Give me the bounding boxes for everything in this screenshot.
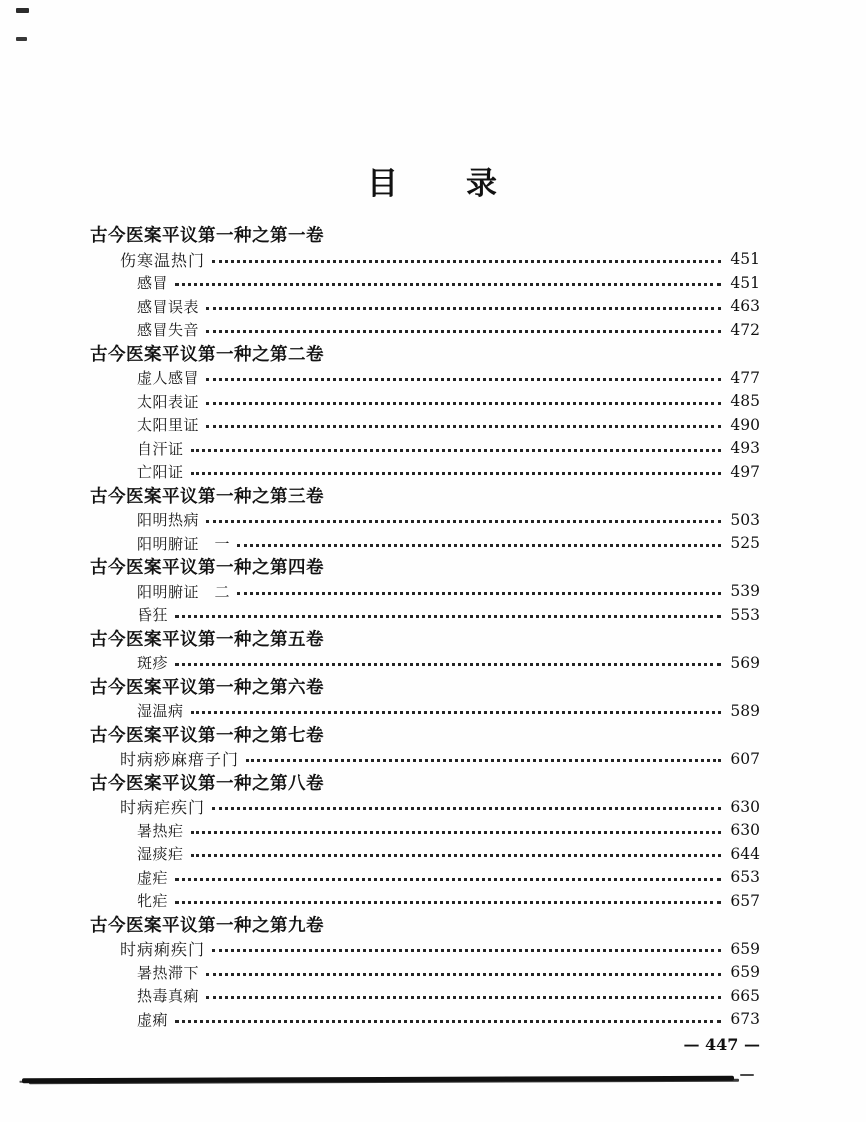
toc-entry-page-number: 503 bbox=[730, 510, 760, 529]
toc-entry bbox=[90, 795, 760, 819]
dot-leader bbox=[237, 592, 721, 595]
dot-leader bbox=[212, 260, 721, 263]
toc-entry-page-number: 490 bbox=[730, 415, 760, 434]
toc-section-heading: 古今医案平议第一种之第五卷 bbox=[90, 628, 324, 649]
toc-entry-label: 感冒 bbox=[137, 275, 169, 293]
toc-entry-page-number: 659 bbox=[730, 963, 760, 982]
toc-entry bbox=[90, 460, 760, 484]
toc-entry-label: 时病痧麻瘄子门 bbox=[120, 752, 240, 770]
table-of-contents bbox=[90, 223, 760, 1031]
toc-entry-page-number: 630 bbox=[730, 797, 760, 816]
dot-leader bbox=[175, 1020, 721, 1023]
toc-entry-page-number: 525 bbox=[730, 534, 760, 553]
toc-entry bbox=[90, 413, 760, 437]
toc-entry bbox=[90, 961, 760, 985]
toc-entry-label: 虚人感冒 bbox=[137, 370, 200, 388]
toc-entry-page-number: 657 bbox=[730, 891, 760, 910]
toc-entry-label: 自汗证 bbox=[137, 440, 184, 458]
toc-entry bbox=[90, 248, 760, 272]
toc-entry bbox=[90, 532, 760, 556]
toc-entry-page-number: 673 bbox=[730, 1010, 760, 1029]
toc-section-heading: 古今医案平议第一种之第二卷 bbox=[90, 343, 324, 364]
toc-entry-page-number: 472 bbox=[730, 320, 760, 339]
dot-leader bbox=[212, 949, 721, 952]
toc-entry-page-number: 659 bbox=[730, 939, 760, 958]
toc-section-heading: 古今医案平议第一种之第八卷 bbox=[90, 772, 324, 793]
toc-entry-label: 时病疟疾门 bbox=[120, 800, 206, 818]
dot-leader bbox=[175, 878, 721, 881]
toc-section-heading: 古今医案平议第一种之第六卷 bbox=[90, 676, 324, 697]
dot-leader bbox=[206, 402, 721, 405]
dot-leader bbox=[175, 283, 721, 286]
toc-section-heading: 古今医案平议第一种之第四卷 bbox=[90, 557, 324, 577]
dot-leader bbox=[191, 711, 721, 714]
toc-entry-page-number: 569 bbox=[730, 653, 760, 672]
dot-leader bbox=[212, 807, 721, 810]
dot-leader bbox=[191, 854, 721, 857]
dot-leader bbox=[246, 759, 721, 762]
scan-artifact-fleck bbox=[740, 1074, 754, 1076]
toc-entry-label: 时病痢疾门 bbox=[120, 942, 206, 960]
toc-section-heading: 古今医案平议第一种之第三卷 bbox=[90, 485, 324, 506]
toc-entry-label: 伤寒温热门 bbox=[120, 252, 206, 270]
toc-section-heading: 古今医案平议第一种之第九卷 bbox=[90, 914, 324, 935]
toc-entry-label: 感冒失音 bbox=[137, 322, 200, 340]
toc-entry bbox=[90, 699, 760, 723]
toc-entry-label: 热毒真痢 bbox=[137, 988, 200, 1006]
toc-entry-page-number: 485 bbox=[730, 392, 760, 411]
toc-section-heading: 古今医案平议第一种之第一卷 bbox=[90, 225, 324, 245]
toc-entry bbox=[90, 603, 760, 627]
toc-entry-page-number: 653 bbox=[730, 868, 760, 887]
toc-entry-page-number: 665 bbox=[730, 986, 760, 1005]
toc-entry bbox=[90, 295, 760, 319]
toc-entry-page-number: 497 bbox=[730, 462, 760, 481]
toc-entry-label: 湿痰疟 bbox=[137, 846, 184, 864]
toc-entry bbox=[90, 1008, 760, 1032]
toc-entry-page-number: 607 bbox=[730, 749, 760, 768]
toc-entry bbox=[90, 984, 760, 1008]
toc-entry bbox=[90, 390, 760, 414]
scan-artifact-corner-mark bbox=[16, 8, 29, 13]
toc-entry-page-number: 539 bbox=[730, 582, 760, 601]
toc-entry-page-number: 451 bbox=[730, 273, 760, 292]
dot-leader bbox=[206, 378, 721, 381]
toc-entry bbox=[90, 747, 760, 771]
dot-leader bbox=[206, 520, 721, 523]
toc-entry-label: 阳明腑证 一 bbox=[137, 535, 231, 553]
dot-leader bbox=[206, 425, 721, 428]
toc-entry-label: 虚痢 bbox=[137, 1011, 169, 1029]
dot-leader bbox=[206, 330, 721, 333]
dot-leader bbox=[191, 449, 721, 452]
dot-leader bbox=[175, 615, 721, 618]
toc-entry bbox=[90, 366, 760, 390]
toc-entry bbox=[90, 889, 760, 913]
toc-entry bbox=[90, 937, 760, 961]
toc-entry bbox=[90, 318, 760, 342]
toc-entry-page-number: 553 bbox=[730, 605, 760, 624]
toc-entry-label: 太阳里证 bbox=[137, 417, 200, 435]
toc-entry-page-number: 630 bbox=[730, 821, 760, 840]
dot-leader bbox=[175, 663, 721, 666]
dot-leader bbox=[175, 901, 721, 904]
toc-entry-label: 暑热疟 bbox=[137, 822, 184, 840]
toc-entry-label: 牝疟 bbox=[137, 893, 169, 911]
dot-leader bbox=[206, 996, 721, 999]
scan-artifact-corner-mark bbox=[16, 37, 27, 41]
toc-section-heading: 古今医案平议第一种之第七卷 bbox=[90, 724, 324, 745]
toc-entry-page-number: 463 bbox=[730, 297, 760, 316]
toc-entry-label: 阳明热病 bbox=[137, 512, 200, 530]
dot-leader bbox=[206, 973, 721, 976]
toc-entry bbox=[90, 651, 760, 675]
toc-entry-label: 亡阳证 bbox=[137, 464, 184, 482]
toc-entry bbox=[90, 842, 760, 866]
toc-entry-page-number: 451 bbox=[730, 250, 760, 269]
toc-entry-label: 虚疟 bbox=[137, 869, 169, 887]
toc-entry bbox=[90, 819, 760, 843]
toc-entry-page-number: 589 bbox=[730, 701, 760, 720]
toc-entry-label: 暑热滞下 bbox=[137, 964, 200, 982]
toc-entry-label: 太阳表证 bbox=[137, 393, 200, 411]
scan-artifact-bottom-line bbox=[22, 1076, 734, 1083]
folio-page-number: — 447 — bbox=[683, 1035, 760, 1054]
toc-entry-label: 斑疹 bbox=[137, 655, 169, 673]
dot-leader bbox=[191, 831, 721, 834]
toc-entry-label: 阳明腑证 二 bbox=[137, 583, 231, 601]
toc-entry-label: 湿温病 bbox=[137, 703, 184, 721]
toc-entry bbox=[90, 437, 760, 461]
toc-entry-label: 感冒误表 bbox=[137, 298, 200, 316]
toc-entry-page-number: 477 bbox=[730, 368, 760, 387]
dot-leader bbox=[237, 544, 721, 547]
toc-entry-label: 昏狂 bbox=[137, 607, 169, 625]
toc-entry-page-number: 644 bbox=[730, 844, 760, 863]
dot-leader bbox=[206, 307, 721, 310]
toc-entry bbox=[90, 271, 760, 295]
page-title: 目 录 bbox=[367, 166, 499, 201]
toc-entry bbox=[90, 580, 760, 604]
toc-entry bbox=[90, 866, 760, 890]
toc-entry-page-number: 493 bbox=[730, 439, 760, 458]
dot-leader bbox=[191, 472, 721, 475]
toc-entry bbox=[90, 508, 760, 532]
